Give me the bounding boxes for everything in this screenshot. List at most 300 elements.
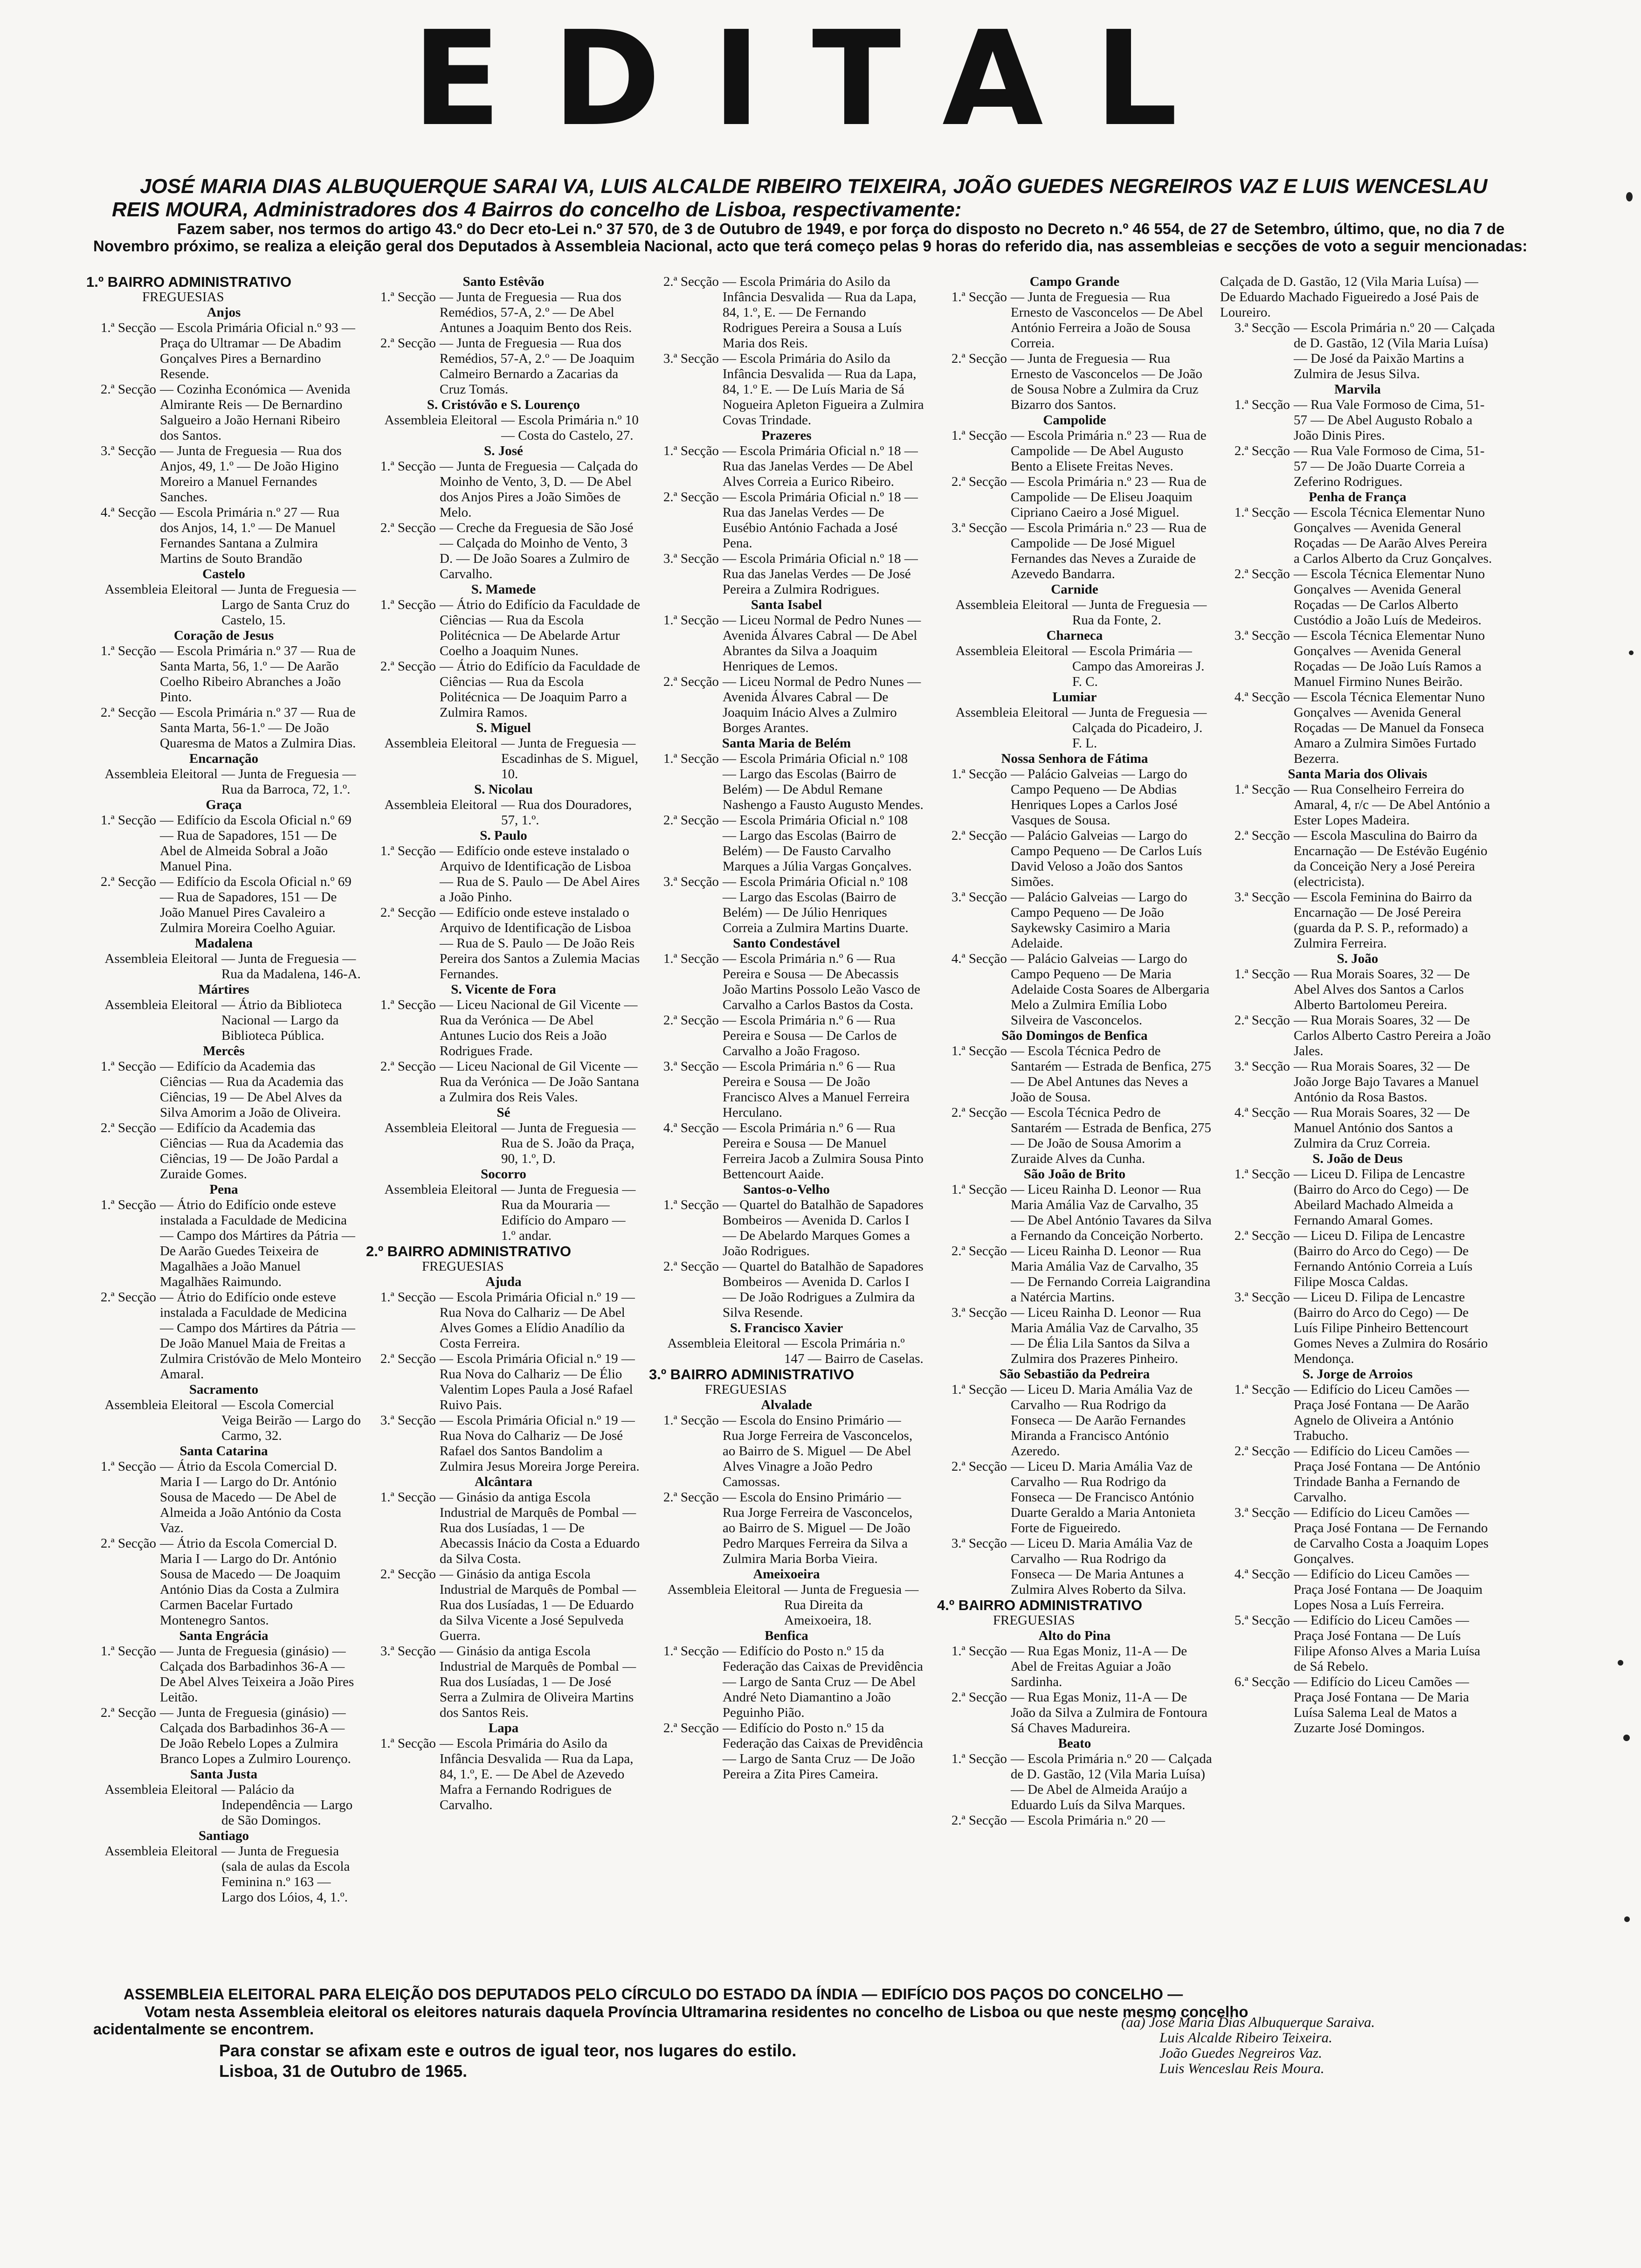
- assembly-entry: [86, 767, 361, 797]
- section-entry: [366, 1059, 641, 1105]
- entry-label: 1.ª Secção: [100, 813, 156, 828]
- entry-label: 2.ª Secção: [951, 1105, 1007, 1120]
- column-5: [1220, 274, 1495, 1736]
- entry-label: 2.ª Secção: [663, 1013, 719, 1028]
- entry-label: Assembleia Eleitoral: [384, 797, 497, 812]
- entry-text: — Escola Primária n.º 20 —: [1011, 1813, 1165, 1828]
- entry-label: 1.ª Secção: [1234, 505, 1290, 520]
- assembly-entry: [937, 597, 1212, 628]
- entry-text: — Edifício do Liceu Camões — Praça José Fontana — De Joaquim Lopes Nosa a Luís Ferreira.: [1294, 1567, 1483, 1612]
- ink-speck: [1626, 192, 1633, 201]
- entry-text: — Escola Primária Oficial n.º 108 — Largo das Escolas (Bairro de Belém) — De Abdul Remane Nashengo a Fausto Augusto Mendes.: [723, 751, 924, 812]
- entry-label: 2.ª Secção: [1234, 1013, 1290, 1028]
- entry-text: — Liceu Rainha D. Leonor — Rua Maria Amália Vaz de Carvalho, 35 — De Élia Lila Santos da Silva a Zulmira dos Prazeres Pinheiro.: [1011, 1305, 1201, 1366]
- entry-text: — Escola Primária Oficial n.º 19 — Rua Nova do Calhariz — De José Rafael dos Santos Bandolim a Zulmira Jesus Moreira Jorge Pereira.: [440, 1413, 640, 1474]
- section-entry: [937, 1244, 1212, 1305]
- parish-name: Campolide: [1043, 413, 1106, 428]
- entry-text: — Edifício da Academia das Ciências — Rua da Academia das Ciências, 19 — De Abel Alves da Silva Amorim a João de Oliveira.: [160, 1059, 344, 1120]
- entry-text: — Junta de Freguesia — Escadinhas de S. Miguel, 10.: [501, 736, 638, 781]
- entry-text: — Escola Feminina do Bairro da Encarnação — De José Pereira (guarda da P. S. P., reformado) a Zulmira Ferreira.: [1294, 890, 1472, 951]
- entry-label: 3.ª Secção: [951, 520, 1007, 535]
- section-entry: [86, 1705, 361, 1767]
- entry-label: 2.ª Secção: [100, 1536, 156, 1551]
- entry-label: 1.ª Secção: [1234, 782, 1290, 797]
- section-entry: [937, 951, 1212, 1028]
- entry-label: 4.ª Secção: [951, 951, 1007, 966]
- assembly-entry: [86, 1782, 361, 1828]
- section-entry: [1220, 1613, 1495, 1674]
- entry-text: — Creche da Freguesia de São José — Calçada do Moinho de Vento, 3 D. — De João Soares a Zulmiro de Carvalho.: [440, 520, 634, 581]
- section-entry: [649, 1013, 924, 1059]
- section-entry: [86, 1197, 361, 1290]
- section-entry: [86, 1059, 361, 1120]
- entry-text: — Escola Primária n.º 6 — Rua Pereira e Sousa — De João Francisco Alves a Manuel Ferreira Herculano.: [723, 1059, 910, 1120]
- entry-label: 2.ª Secção: [951, 474, 1007, 489]
- entry-label: 3.ª Secção: [100, 443, 156, 458]
- entry-text: — Escola Primária Oficial n.º 19 — Rua Nova do Calhariz — De Abel Alves Gomes a Elídio Anadílio da Costa Ferreira.: [440, 1290, 635, 1351]
- entry-text: — Escola Primária n.º 20 — Calçada de D. Gastão, 12 (Vila Maria Luísa) — De Abel de Almeida Araújo a Eduardo Luís da Silva Marques.: [1011, 1751, 1212, 1812]
- parish-name: Prazeres: [761, 428, 812, 443]
- section-entry: [1220, 967, 1495, 1013]
- parish-name: S. Nicolau: [474, 782, 533, 797]
- entry-text: — Escola Primária Oficial n.º 108 — Largo das Escolas (Bairro de Belém) — De Júlio Henriques Correia a Zulmira Martins Duarte.: [723, 874, 909, 935]
- entry-label: 2.ª Secção: [380, 520, 436, 535]
- section-entry: [649, 551, 924, 597]
- entry-text: — Palácio da Independência — Largo de São Domingos.: [221, 1782, 353, 1828]
- column-3: [649, 274, 924, 1782]
- section-entry: [649, 674, 924, 736]
- section-entry: [86, 874, 361, 936]
- entry-label: Assembleia Eleitoral: [384, 1120, 497, 1135]
- parish-name: Benfica: [765, 1628, 808, 1643]
- section-entry: [86, 505, 361, 567]
- section-entry: [86, 643, 361, 705]
- entry-label: 2.ª Secção: [951, 828, 1007, 843]
- parish-name: Santo Condestável: [733, 936, 840, 951]
- entry-text: — Liceu Normal de Pedro Nunes — Avenida Álvares Cabral — De Joaquim Inácio Alves a Zulmiro Borges Arantes.: [723, 674, 921, 735]
- parish-name: Beato: [1058, 1736, 1091, 1751]
- entry-text: — Liceu D. Filipa de Lencastre (Bairro do Arco do Cego) — De Luís Filipe Pinheiro Bettencourt Gomes Neves a Zulmira do Rosário Mendonça.: [1294, 1290, 1488, 1366]
- parish-name: Santa Maria de Belém: [722, 736, 851, 751]
- entry-text: — Palácio Galveias — Largo do Campo Pequeno — De Abdias Henriques Lopes a Carlos José Vasques de Sousa.: [1011, 767, 1187, 828]
- entry-text: — Junta de Freguesia — Rua da Fonte, 2.: [1072, 597, 1207, 628]
- section-entry: [366, 997, 641, 1059]
- entry-text: — Escola Primária n.º 6 — Rua Pereira e Sousa — De Abecassis João Martins Possolo Leão Vasco de Carvalho a Carlos Bastos da Costa.: [723, 951, 920, 1012]
- parish-name: Encarnação: [189, 751, 259, 766]
- entry-text: — Escola Primária Oficial n.º 19 — Rua Nova do Calhariz — De Élio Valentim Lopes Paula a José Rafael Ruivo Pais.: [440, 1351, 635, 1412]
- entry-label: Assembleia Eleitoral: [104, 951, 218, 966]
- entry-label: 1.ª Secção: [951, 1382, 1007, 1397]
- section-entry: [649, 951, 924, 1013]
- parish-name: São Sebastião da Pedreira: [999, 1367, 1150, 1382]
- entry-label: 2.ª Secção: [100, 1120, 156, 1135]
- section-entry: [366, 1413, 641, 1474]
- entry-text: — Escola Primária Oficial n.º 18 — Rua das Janelas Verdes — De Abel Alves Correia a Eurico Ribeiro.: [723, 443, 918, 489]
- assembly-entry: [649, 1336, 924, 1367]
- closing-line-1: Para constar se afixam este e outros de igual teor, nos lugares do estilo.: [219, 2041, 797, 2060]
- entry-label: Assembleia Eleitoral: [104, 582, 218, 597]
- entry-text: — Escola Primária n.º 37 — Rua de Santa Marta, 56, 1.º — De Aarão Coelho Ribeiro Abranches a João Pinto.: [160, 643, 356, 705]
- entry-label: 1.ª Secção: [951, 767, 1007, 781]
- entry-label: 1.ª Secção: [951, 1182, 1007, 1197]
- entry-text: — Edifício do Posto n.º 15 da Federação das Caixas de Previdência — Largo de Santa Cruz — De Abel André Neto Diamantino a João Peguinho Pião.: [723, 1644, 923, 1720]
- assembly-entry: [366, 1182, 641, 1244]
- parish-name: Sacramento: [189, 1382, 259, 1397]
- parish-name: Graça: [206, 797, 242, 812]
- entry-text: — Escola Técnica Elementar Nuno Gonçalves — Avenida General Roçadas — De Aarão Alves Pereira a Carlos Alberto da Cruz Gonçalves.: [1294, 505, 1492, 566]
- parish-name: S. Miguel: [476, 720, 531, 735]
- entry-text: — Junta de Freguesia — Rua dos Remédios, 57-A, 2.º — De Joaquim Calmeiro Bernardo a Zacarias da Cruz Tomás.: [440, 336, 635, 397]
- entry-label: 1.ª Secção: [663, 443, 719, 458]
- section-entry: [86, 1644, 361, 1705]
- entry-text: — Liceu Nacional de Gil Vicente — Rua da Verónica — De Abel Antunes Lucio dos Reis a João Rodrigues Frade.: [440, 997, 638, 1058]
- entry-text: — Junta de Freguesia — Calçada do Moinho de Vento, 3, D. — De Abel dos Anjos Pires a João Simões de Melo.: [440, 459, 638, 520]
- entry-text: — Liceu Nacional de Gil Vicente — Rua da Verónica — De João Santana a Zulmira dos Reis Vales.: [440, 1059, 639, 1105]
- ink-speck: [1618, 1660, 1623, 1666]
- entry-label: 1.ª Secção: [1234, 1167, 1290, 1182]
- entry-text: — Junta de Freguesia — Rua dos Remédios, 57-A, 2.º — De Abel Antunes a Joaquim Bento dos Reis.: [440, 290, 632, 335]
- entry-text: — Rua dos Douradores, 57, 1.º.: [501, 797, 632, 828]
- section-entry: [1220, 505, 1495, 567]
- bairro-heading: 2.º BAIRRO ADMINISTRATIVO: [366, 1243, 572, 1259]
- entry-text: — Escola Primária n.º 6 — Rua Pereira e Sousa — De Carlos de Carvalho a João Fragoso.: [723, 1013, 897, 1058]
- column-2: [366, 274, 641, 1813]
- parish-name: Santos-o-Velho: [743, 1182, 830, 1197]
- parish-name: Alto do Pina: [1038, 1628, 1111, 1643]
- entry-text: — Liceu D. Maria Amália Vaz de Carvalho — Rua Rodrigo da Fonseca — De Maria Antunes a Zulmira Alves Roberto da Silva.: [1011, 1536, 1193, 1597]
- bairro-heading: 4.º BAIRRO ADMINISTRATIVO: [937, 1597, 1143, 1613]
- entry-text: — Quartel do Batalhão de Sapadores Bombeiros — Avenida D. Carlos I — De João Rodrigues a Zulmira da Silva Resende.: [723, 1259, 924, 1320]
- parish-name: Santiago: [199, 1828, 249, 1843]
- section-entry: [1220, 1505, 1495, 1567]
- entry-label: 1.ª Secção: [1234, 967, 1290, 982]
- ink-speck: [1629, 650, 1634, 655]
- entry-text: — Palácio Galveias — Largo do Campo Pequeno — De Maria Adelaide Costa Soares de Albergaria Melo a Zulmira Emília Lobo Silveira de Vasconcelos.: [1011, 951, 1210, 1028]
- entry-label: Assembleia Eleitoral: [955, 705, 1069, 720]
- parish-name: São Domingos de Benfica: [1001, 1028, 1148, 1043]
- assembly-entry: [366, 413, 641, 443]
- entry-label: 3.ª Secção: [1234, 1505, 1290, 1520]
- parish-name: Sé: [496, 1105, 510, 1120]
- section-entry: [366, 1290, 641, 1351]
- entry-text: — Edifício do Liceu Camões — Praça José Fontana — De Maria Luísa Salema Leal de Matos a Zuzarte José Domingos.: [1294, 1674, 1469, 1736]
- entry-label: 2.ª Secção: [100, 382, 156, 397]
- assembly-entry: [86, 1844, 361, 1905]
- entry-text: — Edifício onde esteve instalado o Arquivo de Identificação de Lisboa — Rua de S. Paulo — De João Reis Pereira dos Santos a Zulemia Macias Fernandes.: [440, 905, 640, 982]
- entry-text: — Cozinha Económica — Avenida Almirante Reis — De Bernardino Salgueiro a João Hernani Ribeiro dos Santos.: [160, 382, 351, 443]
- section-entry: [86, 813, 361, 874]
- entry-text: — Escola Primária n.º 10 — Costa do Castelo, 27.: [501, 413, 639, 443]
- entry-text: — Escola Primária n.º 6 — Rua Pereira e Sousa — De Manuel Ferreira Jacob a Zulmira Sousa Pinto Bettencourt Aaide.: [723, 1120, 924, 1182]
- section-entry: [649, 1413, 924, 1490]
- section-entry: [937, 1182, 1212, 1244]
- entry-text: — Junta de Freguesia — Largo de Santa Cruz do Castelo, 15.: [221, 582, 356, 628]
- entry-label: 2.ª Secção: [380, 1567, 436, 1582]
- parish-name: S. José: [484, 443, 523, 458]
- entry-label: Assembleia Eleitoral: [384, 736, 497, 751]
- india-assembly-text: Votam nesta Assembleia eleitoral os eleitores naturais daquela Província Ultramarina residentes no concelho de Lisboa ou que neste mesmo concelho acidentalmente se encontrem.: [93, 2003, 1248, 2038]
- entry-text: — Rua Morais Soares, 32 — De João Jorge Bajo Tavares a Manuel António da Rosa Bastos.: [1294, 1059, 1479, 1105]
- section-entry: [649, 1120, 924, 1182]
- parish-name: Charneca: [1046, 628, 1103, 643]
- entry-label: 1.ª Secção: [951, 1644, 1007, 1659]
- entry-text: — Escola Primária do Asilo da Infância Desvalida — Rua da Lapa, 84, 1.º, E. — De Fernando Rodrigues Pereira a Sousa a Luís Maria dos Reis.: [723, 274, 917, 351]
- entry-label: 2.ª Secção: [100, 1290, 156, 1305]
- entry-label: 3.ª Secção: [380, 1644, 436, 1659]
- section-entry: [366, 1490, 641, 1567]
- entry-text: — Junta de Freguesia — Rua de S. João da Praça, 90, 1.º, D.: [501, 1120, 636, 1166]
- section-entry: [366, 336, 641, 397]
- entry-text: — Liceu Normal de Pedro Nunes — Avenida Álvares Cabral — De Abel Abrantes da Silva a Joaquim Henriques de Lemos.: [723, 613, 921, 674]
- entry-label: 4.ª Secção: [1234, 690, 1290, 705]
- entry-label: 1.ª Secção: [1234, 1382, 1290, 1397]
- section-entry: [1220, 1290, 1495, 1367]
- entry-text: — Junta de Freguesia — Rua Ernesto de Vasconcelos — De João de Sousa Nobre a Zulmira da Cruz Bizarro dos Santos.: [1011, 351, 1202, 412]
- entry-label: Assembleia Eleitoral: [104, 1397, 218, 1412]
- entry-label: 1.ª Secção: [100, 1059, 156, 1074]
- entry-label: 3.ª Secção: [951, 1305, 1007, 1320]
- section-entry: [649, 443, 924, 490]
- ink-speck: [1623, 1735, 1630, 1741]
- section-entry: [366, 1567, 641, 1644]
- entry-label: 2.ª Secção: [663, 1259, 719, 1274]
- parish-name: Madalena: [194, 936, 253, 951]
- entry-label: 4.ª Secção: [663, 1120, 719, 1135]
- entry-label: 1.ª Secção: [380, 290, 436, 304]
- entry-label: 1.ª Secção: [100, 320, 156, 335]
- entry-label: 2.ª Secção: [380, 659, 436, 674]
- section-entry: [1220, 1013, 1495, 1059]
- section-entry: [1220, 1674, 1495, 1736]
- parish-name: Lumiar: [1052, 690, 1097, 705]
- entry-label: 2.ª Secção: [380, 905, 436, 920]
- entry-label: 2.ª Secção: [100, 874, 156, 889]
- section-entry: [1220, 628, 1495, 690]
- entry-text: — Edifício do Liceu Camões — Praça José Fontana — De Luís Filipe Afonso Alves a Maria Luísa de Sá Rebelo.: [1294, 1613, 1481, 1674]
- entry-label: 1.ª Secção: [380, 997, 436, 1012]
- entry-text: — Escola Primária n.º 23 — Rua de Campolide — De Eliseu Joaquim Cipriano Caeiro a José Miguel.: [1011, 474, 1207, 520]
- section-entry: [1220, 828, 1495, 890]
- entry-text: — Escola do Ensino Primário — Rua Jorge Ferreira de Vasconcelos, ao Bairro de S. Miguel — De João Pedro Marques Ferreira da Silva a Zulmira Maria Borba Vieira.: [723, 1490, 913, 1566]
- entry-label: Assembleia Eleitoral: [104, 1782, 218, 1797]
- parish-name: Carnide: [1051, 582, 1098, 597]
- section-entry: [937, 1459, 1212, 1536]
- entry-label: 3.ª Secção: [1234, 320, 1290, 335]
- assembly-entry: [366, 1120, 641, 1167]
- entry-text: — Escola Primária — Campo das Amoreiras J. F. C.: [1072, 643, 1205, 689]
- parish-name: Castelo: [202, 567, 245, 581]
- entry-text: — Escola Primária Oficial n.º 18 — Rua das Janelas Verdes — De José Pereira a Zulmira Rodrigues.: [723, 551, 918, 597]
- entry-text: — Junta de Freguesia (sala de aulas da Escola Feminina n.º 163 — Largo dos Lóios, 4, 1.º.: [221, 1844, 350, 1905]
- section-entry: [1220, 1167, 1495, 1228]
- entry-label: 1.ª Secção: [663, 1197, 719, 1212]
- section-entry: [937, 1044, 1212, 1105]
- entry-text: — Átrio do Edifício da Faculdade de Ciências — Rua da Escola Politécnica — De Abelarde Artur Coelho a Joaquim Nunes.: [440, 597, 641, 658]
- section-entry: [937, 1751, 1212, 1813]
- entry-label: 2.ª Secção: [380, 1351, 436, 1366]
- entry-label: 1.ª Secção: [100, 1197, 156, 1212]
- entry-continuation: Calçada de D. Gastão, 12 (Vila Maria Luísa) — De Eduardo Machado Figueiredo a José Pais de Loureiro.: [1220, 274, 1479, 320]
- administrators-line-1: JOSÉ MARIA DIAS ALBUQUERQUE SARAI VA, LUIS ALCALDE RIBEIRO TEIXEIRA, JOÃO GUEDES NEGREIROS VAZ E LUIS WENCESLAU: [140, 175, 1488, 198]
- administrators-line-2: REIS MOURA, Administradores dos 4 Bairros do concelho de Lisboa, respectivamente:: [112, 198, 962, 221]
- entry-text: — Junta de Freguesia — Rua dos Anjos, 49, 1.º — De João Higino Moreiro a Manuel Fernandes Sanches.: [160, 443, 342, 505]
- parish-name: S. Vicente de Fora: [451, 982, 556, 997]
- section-entry: [1220, 782, 1495, 828]
- section-entry: [649, 1197, 924, 1259]
- entry-label: 1.ª Secção: [380, 1290, 436, 1305]
- entry-label: 1.ª Secção: [663, 1413, 719, 1428]
- entry-label: 2.ª Secção: [951, 351, 1007, 366]
- ink-speck: [1624, 1916, 1630, 1922]
- section-entry: [1220, 1567, 1495, 1613]
- entry-label: 3.ª Secção: [1234, 890, 1290, 905]
- entry-text: — Liceu D. Filipa de Lencastre (Bairro do Arco do Cego) — De Fernando António Correia a Luís Filipe Mosca Caldas.: [1294, 1228, 1473, 1289]
- section-entry: [649, 751, 924, 813]
- column-4: [937, 274, 1212, 1828]
- section-entry: [649, 351, 924, 428]
- section-entry: [366, 1351, 641, 1413]
- parish-name: Santo Estêvão: [462, 274, 545, 289]
- entry-label: 3.ª Secção: [663, 351, 719, 366]
- entry-label: 1.ª Secção: [663, 1644, 719, 1659]
- entry-text: — Escola Primária n.º 37 — Rua de Santa Marta, 56-1.º — De João Quaresma de Matos a Zulmira Dias.: [160, 705, 356, 751]
- entry-label: 2.ª Secção: [100, 1705, 156, 1720]
- section-entry: [1220, 690, 1495, 767]
- entry-text: — Rua Morais Soares, 32 — De Abel Alves dos Santos a Carlos Alberto Bartolomeu Pereira.: [1294, 967, 1470, 1012]
- signature-3: João Guedes Negreiros Vaz.: [1159, 2045, 1322, 2061]
- section-entry: [86, 320, 361, 382]
- entry-label: 2.ª Secção: [663, 1721, 719, 1736]
- section-entry: [86, 1459, 361, 1536]
- section-entry: [366, 1736, 641, 1813]
- entry-label: 1.ª Secção: [380, 1490, 436, 1505]
- entry-text: — Junta de Freguesia — Rua da Mouraria — Edifício do Amparo — 1.º andar.: [501, 1182, 636, 1243]
- entry-label: 2.ª Secção: [1234, 567, 1290, 581]
- section-entry: [937, 1382, 1212, 1459]
- parish-name: S. Paulo: [480, 828, 527, 843]
- section-entry: [649, 1644, 924, 1721]
- section-entry: [649, 274, 924, 351]
- entry-label: 5.ª Secção: [1234, 1613, 1290, 1628]
- section-entry: [649, 1490, 924, 1567]
- entry-text: — Rua Vale Formoso de Cima, 51-57 — De Abel Augusto Robalo a João Dinis Pires.: [1294, 397, 1485, 443]
- entry-label: Assembleia Eleitoral: [667, 1336, 780, 1351]
- assembly-entry: [86, 997, 361, 1044]
- entry-text: — Liceu Rainha D. Leonor — Rua Maria Amália Vaz de Carvalho, 35 — De Fernando Correia Laigrandina a Natércia Martins.: [1011, 1244, 1211, 1305]
- section-entry: [1220, 1059, 1495, 1105]
- entry-text: — Rua Conselheiro Ferreira do Amaral, 4, r/c — De Abel António a Ester Lopes Madeira.: [1294, 782, 1490, 828]
- entry-text: — Junta de Freguesia — Calçada do Picadeiro, J. F. L.: [1072, 705, 1207, 751]
- section-entry: [649, 1721, 924, 1782]
- section-entry: [366, 659, 641, 720]
- assembly-entry: [366, 797, 641, 828]
- section-entry: [1220, 443, 1495, 490]
- entry-text: — Edifício da Escola Oficial n.º 69 — Rua de Sapadores, 151 — De Abel de Almeida Sobral a João Manuel Pina.: [160, 813, 352, 874]
- entry-text: — Junta de Freguesia — Rua Ernesto de Vasconcelos — De Abel António Ferreira a João de Sousa Correia.: [1011, 290, 1203, 351]
- parish-name: Alvalade: [761, 1397, 812, 1412]
- entry-label: 1.ª Secção: [663, 951, 719, 966]
- entry-label: 3.ª Secção: [951, 1536, 1007, 1551]
- entry-text: — Edifício da Escola Oficial n.º 69 — Rua de Sapadores, 151 — De João Manuel Pires Cavaleiro a Zulmira Moreira Coelho Aguiar.: [160, 874, 352, 935]
- entry-text: — Escola Masculina do Bairro da Encarnação — De Estévão Eugénio da Conceição Nery a José Pereira (electricista).: [1294, 828, 1488, 889]
- entry-text: — Liceu Rainha D. Leonor — Rua Maria Amália Vaz de Carvalho, 35 — De Abel António Tavares da Silva a Fernando da Conceição Norberto.: [1011, 1182, 1212, 1243]
- entry-text: — Escola Primária n.º 147 — Bairro de Caselas.: [784, 1336, 924, 1366]
- section-entry: [937, 474, 1212, 520]
- entry-text: — Palácio Galveias — Largo do Campo Pequeno — De Carlos Luís David Veloso a João dos Santos Simões.: [1011, 828, 1202, 889]
- entry-label: 2.ª Secção: [951, 1244, 1007, 1258]
- closing-date: Lisboa, 31 de Outubro de 1965.: [219, 2061, 468, 2081]
- entry-label: 2.ª Secção: [1234, 443, 1290, 458]
- entry-text: — Escola do Ensino Primário — Rua Jorge Ferreira de Vasconcelos, ao Bairro de S. Miguel — De Abel Alves Vinagre a João Pedro Camossas.: [723, 1413, 913, 1489]
- section-entry: [649, 874, 924, 936]
- section-entry: [937, 1644, 1212, 1690]
- entry-text: — Rua Egas Moniz, 11-A — De Abel de Freitas Aguiar a João Sardinha.: [1011, 1644, 1187, 1689]
- freguesias-heading: FREGUESIAS: [142, 290, 224, 304]
- entry-label: 1.ª Secção: [100, 1459, 156, 1474]
- assembly-entry: [937, 705, 1212, 751]
- closing-block: [219, 2040, 1058, 2081]
- parish-name: Ameixoeira: [753, 1567, 820, 1582]
- section-entry: [366, 1644, 641, 1721]
- entry-label: Assembleia Eleitoral: [104, 1844, 218, 1859]
- entry-label: 2.ª Secção: [951, 1813, 1007, 1828]
- section-entry: [937, 828, 1212, 890]
- entry-label: 2.ª Secção: [951, 1459, 1007, 1474]
- entry-label: 1.ª Secção: [380, 597, 436, 612]
- section-entry: [86, 705, 361, 751]
- freguesias-heading: FREGUESIAS: [705, 1382, 787, 1397]
- entry-label: Assembleia Eleitoral: [384, 413, 497, 428]
- entry-label: 1.ª Secção: [663, 751, 719, 766]
- section-entry: [86, 1120, 361, 1182]
- entry-text: — Edifício do Liceu Camões — Praça José Fontana — De Aarão Agnelo de Oliveira a António Trabucho.: [1294, 1382, 1469, 1443]
- entry-label: 1.ª Secção: [380, 1736, 436, 1751]
- parish-name: Coração de Jesus: [173, 628, 274, 643]
- entry-text: — Escola Primária n.º 23 — Rua de Campolide — De José Miguel Fernandes das Neves a Zuraide de Azevedo Bandarra.: [1011, 520, 1207, 581]
- entry-label: 3.ª Secção: [380, 1413, 436, 1428]
- section-entry: [366, 597, 641, 659]
- entry-label: 2.ª Secção: [663, 274, 719, 289]
- bairro-heading: 1.º BAIRRO ADMINISTRATIVO: [86, 274, 292, 290]
- entry-text: — Escola Primária n.º 27 — Rua dos Anjos, 14, 1.º — De Manuel Fernandes Santana a Zulmira Martins de Souto Brandão: [160, 505, 340, 566]
- entry-text: — Ginásio da antiga Escola Industrial de Marquês de Pombal — Rua dos Lusíadas, 1 — De Eduardo da Silva Vicente a José Sepulveda Guerra.: [440, 1567, 636, 1643]
- entry-text: — Edifício da Academia das Ciências — Rua da Academia das Ciências, 19 — De João Pardal a Zuraide Gomes.: [160, 1120, 344, 1182]
- section-entry: [86, 1290, 361, 1382]
- entry-label: Assembleia Eleitoral: [955, 643, 1069, 658]
- parish-name: São João de Brito: [1023, 1167, 1126, 1182]
- section-entry: [1220, 397, 1495, 443]
- assembly-entry: [86, 1397, 361, 1444]
- column-1: [86, 274, 361, 1905]
- entry-label: 2.ª Secção: [380, 336, 436, 351]
- entry-text: — Ginásio da antiga Escola Industrial de Marquês de Pombal — Rua dos Lusíadas, 1 — De Abecassis Inácio da Costa a Eduardo da Silva Costa.: [440, 1490, 640, 1566]
- page-title: EDITAL: [412, 3, 1229, 155]
- parish-name: S. Cristóvão e S. Lourenço: [427, 397, 580, 412]
- parish-name: Alcântara: [474, 1474, 533, 1489]
- entry-text: — Rua Egas Moniz, 11-A — De João da Silva a Zulmira de Fontoura Sá Chaves Madureira.: [1011, 1690, 1208, 1736]
- entry-text: — Escola Primária n.º 23 — Rua de Campolide — De Abel Augusto Bento a Elisete Freitas Neves.: [1011, 428, 1207, 474]
- entry-text: — Escola Primária Oficial n.º 93 — Praça do Ultramar — De Abadim Gonçalves Pires a Bernardino Resende.: [160, 320, 355, 381]
- entry-label: 1.ª Secção: [1234, 397, 1290, 412]
- section-entry: [649, 1059, 924, 1120]
- entry-text: — Edifício do Posto n.º 15 da Federação das Caixas de Previdência — Largo de Santa Cruz — De João Pereira a Zita Pires Cameira.: [723, 1721, 923, 1782]
- section-entry: [366, 520, 641, 582]
- entry-text: — Átrio da Escola Comercial D. Maria I — Largo do Dr. António Sousa de Macedo — De Abel de Almeida a João António da Costa Vaz.: [160, 1459, 342, 1535]
- parish-name: Santa Justa: [190, 1767, 258, 1782]
- parish-name: Nossa Senhora de Fátima: [1001, 751, 1148, 766]
- parish-name: Santa Maria dos Olivais: [1288, 767, 1427, 781]
- section-entry: [1220, 1382, 1495, 1444]
